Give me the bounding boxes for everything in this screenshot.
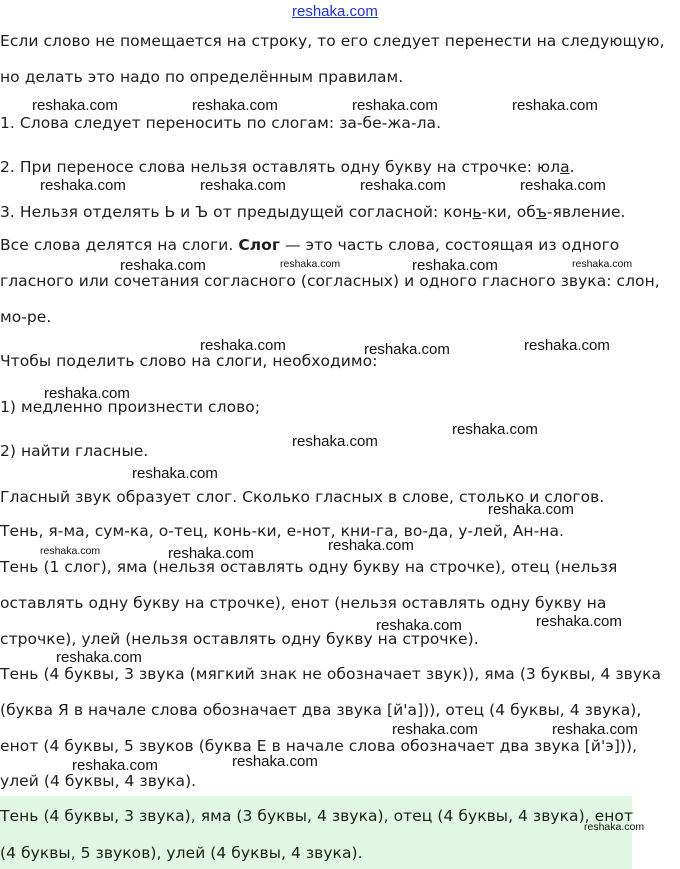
rule-3-hard-sign: ъ xyxy=(535,203,547,221)
watermark: reshaka.com xyxy=(200,337,286,354)
syllable-definition-1 xyxy=(0,235,619,255)
watermark: reshaka.com xyxy=(120,257,206,274)
sounds-line-3: енот (4 буквы, 5 звуков (буква Е в начале слова обозначает два звука [й'э])), xyxy=(0,737,638,755)
step-2: 2) найти гласные. xyxy=(0,442,149,460)
rule-2-letter: а xyxy=(560,158,570,176)
watermark: reshaka.com xyxy=(56,649,142,666)
watermark: reshaka.com xyxy=(32,97,118,114)
watermark: reshaka.com xyxy=(292,433,378,450)
watermark: reshaka.com xyxy=(452,421,538,438)
watermark: reshaka.com xyxy=(192,97,278,114)
rule-3 xyxy=(0,202,626,222)
watermark: reshaka.com xyxy=(376,617,462,634)
syllable-definition-2: гласного или сочетания согласного (согласных) и одного гласного звука: слон, xyxy=(0,272,660,290)
syllable-text: Все слова делятся на слоги. xyxy=(0,236,239,254)
watermark: reshaka.com xyxy=(72,757,158,774)
watermark: reshaka.com xyxy=(280,258,341,270)
watermark: reshaka.com xyxy=(232,753,318,770)
watermark: reshaka.com xyxy=(200,177,286,194)
watermark: reshaka.com xyxy=(584,821,645,833)
watermark: reshaka.com xyxy=(392,721,478,738)
watermark: reshaka.com xyxy=(360,177,446,194)
watermark: reshaka.com xyxy=(328,537,414,554)
step-1: 1) медленно произнести слово; xyxy=(0,398,261,416)
watermark: reshaka.com xyxy=(536,613,622,630)
watermark: reshaka.com xyxy=(552,721,638,738)
rule-2-end: . xyxy=(569,158,575,176)
site-link[interactable]: reshaka.com xyxy=(292,3,378,20)
vowel-rule: Гласный звук образует слог. Сколько гласных в слове, столько и слогов. xyxy=(0,488,605,506)
watermark: reshaka.com xyxy=(44,385,130,402)
final-answer-line-1: Тень (4 буквы, 3 звука), яма (3 буквы, 4 звука), отец (4 буквы, 4 звука), енот xyxy=(0,807,634,825)
syllable-definition-3: мо-ре. xyxy=(0,308,52,326)
final-answer-line-2: (4 буквы, 5 звуков), улей (4 буквы, 4 звука). xyxy=(0,844,363,862)
rule-3-soft-sign: ь xyxy=(472,203,482,221)
answer-line-2: оставлять одну букву на строчке), енот (нельзя оставлять одну букву на xyxy=(0,594,607,612)
syllable-text-end: — это часть слова, состоящая из одного xyxy=(280,236,620,254)
watermark: reshaka.com xyxy=(132,465,218,482)
syllable-term: Слог xyxy=(238,236,281,254)
sounds-line-4: улей (4 буквы, 4 звука). xyxy=(0,772,197,790)
watermark: reshaka.com xyxy=(168,545,254,562)
watermark: reshaka.com xyxy=(512,97,598,114)
answer-line-1: Тень (1 слог), яма (нельзя оставлять одну букву на строчке), отец (нельзя xyxy=(0,558,618,576)
watermark: reshaka.com xyxy=(40,177,126,194)
rule-3-mid: -ки, об xyxy=(481,203,536,221)
rule-2 xyxy=(0,157,575,177)
watermark: reshaka.com xyxy=(572,258,633,270)
rule-2-text: 2. При переносе слова нельзя оставлять одну букву на строчке: юл xyxy=(0,158,561,176)
rule-1: 1. Слова следует переносить по слогам: за-бе-жа-ла. xyxy=(0,114,442,132)
watermark: reshaka.com xyxy=(488,501,574,518)
divide-intro: Чтобы поделить слово на слоги, необходимо: xyxy=(0,352,378,370)
watermark: reshaka.com xyxy=(520,177,606,194)
sounds-line-2: (буква Я в начале слова обозначает два звука [й'а])), отец (4 буквы, 4 звука), xyxy=(0,701,642,719)
intro-line-2: но делать это надо по определённым правилам. xyxy=(0,68,404,86)
sounds-line-1: Тень (4 буквы, 3 звука (мягкий знак не обозначает звук)), яма (3 буквы, 4 звука xyxy=(0,665,662,683)
answer-line-3: строчке), улей (нельзя оставлять одну букву на строчке). xyxy=(0,630,479,648)
watermark: reshaka.com xyxy=(524,337,610,354)
rule-3-end: -явление. xyxy=(546,203,626,221)
rule-3-text: 3. Нельзя отделять Ь и Ъ от предыдущей согласной: кон xyxy=(0,203,473,221)
examples: Тень, я-ма, сум-ка, о-тец, конь-ки, е-нот, кни-га, во-да, у-лей, Ан-на. xyxy=(0,522,564,540)
watermark: reshaka.com xyxy=(364,341,450,358)
watermark: reshaka.com xyxy=(352,97,438,114)
watermark: reshaka.com xyxy=(40,545,101,557)
watermark: reshaka.com xyxy=(412,257,498,274)
intro-line-1: Если слово не помещается на строку, то его следует перенести на следующую, xyxy=(0,32,665,50)
